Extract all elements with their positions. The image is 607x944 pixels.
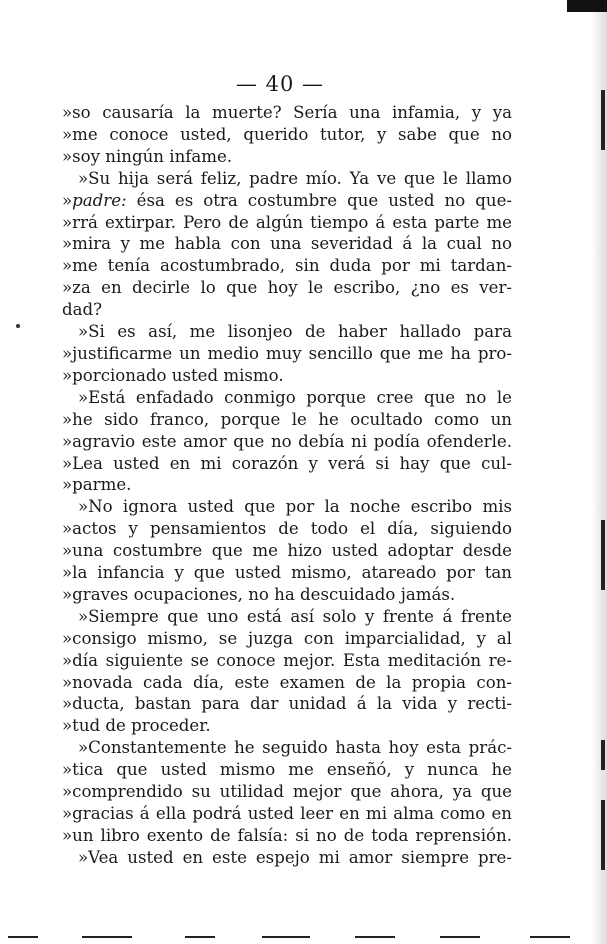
text-line: »he sido franco, porque le he ocultado como un [62,409,512,429]
text-line: »un libro exento de falsía: si no de toda reprensión. [62,825,512,845]
text-line: »consigo mismo, se juzga con imparcialidad, y al [62,628,512,648]
text-line: »parme. [62,475,132,495]
text-line: »me conoce usted, querido tutor, y sabe que no [62,124,512,144]
text-line: »tica que usted mismo me enseñó, y nunca he [62,760,512,780]
paragraph [62,168,512,321]
edge-scan-mark [601,740,605,770]
text-line: »gracias á ella podrá usted leer en mi alma como en [62,804,512,823]
edge-scan-mark [601,520,605,590]
text-line: »graves ocupaciones, no ha descuidado jamás. [62,584,456,604]
text-line: »justificarme un medio muy sencillo que me ha pro- [62,343,512,363]
text-line: »Vea usted en este espejo mi amor siempre pre- [78,847,512,867]
text-line: »ducta, bastan para dar unidad á la vida y recti- [62,694,512,714]
text-line: »mira y me habla con una severidad á la cual no [62,234,512,254]
text-line: »soy ningún infame. [62,146,233,166]
text-line: »Su hija será feliz, padre mío. Ya ve que le llamo [78,168,512,188]
text-line: »No ignora usted que por la noche escribo mis [78,497,512,517]
text-line: »novada cada día, este examen de la propia con- [62,672,512,692]
text-line: »padre: ésa es otra costumbre que usted no que- [62,190,512,210]
body-text [62,102,512,869]
text-line: dad? [62,300,103,320]
italic-word: padre: [72,190,127,210]
paragraph [62,606,512,737]
bottom-rule-marks [0,936,607,940]
text-line: »agravio este amor que no debía ni podía ofenderle. [62,431,512,451]
page-edge-top-mark [567,0,607,12]
edge-scan-mark [601,90,605,150]
text-line: »Siempre que uno está así solo y frente á frente [78,606,512,626]
text-line: »una costumbre que me hizo usted adoptar desde [62,541,512,561]
paragraph [62,102,512,168]
text-line: »porcionado usted mismo. [62,365,284,385]
text-line: »Está enfadado conmigo porque cree que no le [78,387,512,407]
text-line: »rrá extirpar. Pero de algún tiempo á esta parte me [62,212,512,232]
margin-speck [16,324,20,328]
text-line: »comprendido su utilidad mejor que ahora, ya que [62,782,512,802]
text-line: »tud de proceder. [62,716,211,736]
rule-segment [82,936,132,938]
rule-segment [185,936,215,938]
text-line: »Lea usted en mi corazón y verá si hay que cul- [62,453,512,473]
paragraph [62,321,512,387]
text-line: »la infancia y que usted mismo, atareado por tan [62,563,512,583]
text-line: »so causaría la muerte? Sería una infamia, y ya [62,103,512,122]
paragraph [62,387,512,497]
text-line: »Constantemente he seguido hasta hoy esta prác- [78,738,512,758]
rule-segment [8,936,38,938]
rule-segment [262,936,310,938]
edge-scan-mark [601,800,605,870]
text-line: »actos y pensamientos de todo el día, siguiendo [62,519,512,539]
rule-segment [440,936,480,938]
text-line: »día siguiente se conoce mejor. Esta meditación re- [62,650,512,670]
paragraph [62,847,512,869]
paragraph [62,737,512,847]
paragraph [62,496,512,606]
rule-segment [530,936,570,938]
page-number: — 40 — [235,72,325,96]
rule-segment [355,936,395,938]
text-line: »Si es así, me lisonjeo de haber hallado para [78,322,512,342]
text-line: »za en decirle lo que hoy le escribo, ¿no es ver- [62,278,512,298]
text-line: »me tenía acostumbrado, sin duda por mi tardan- [62,256,512,276]
